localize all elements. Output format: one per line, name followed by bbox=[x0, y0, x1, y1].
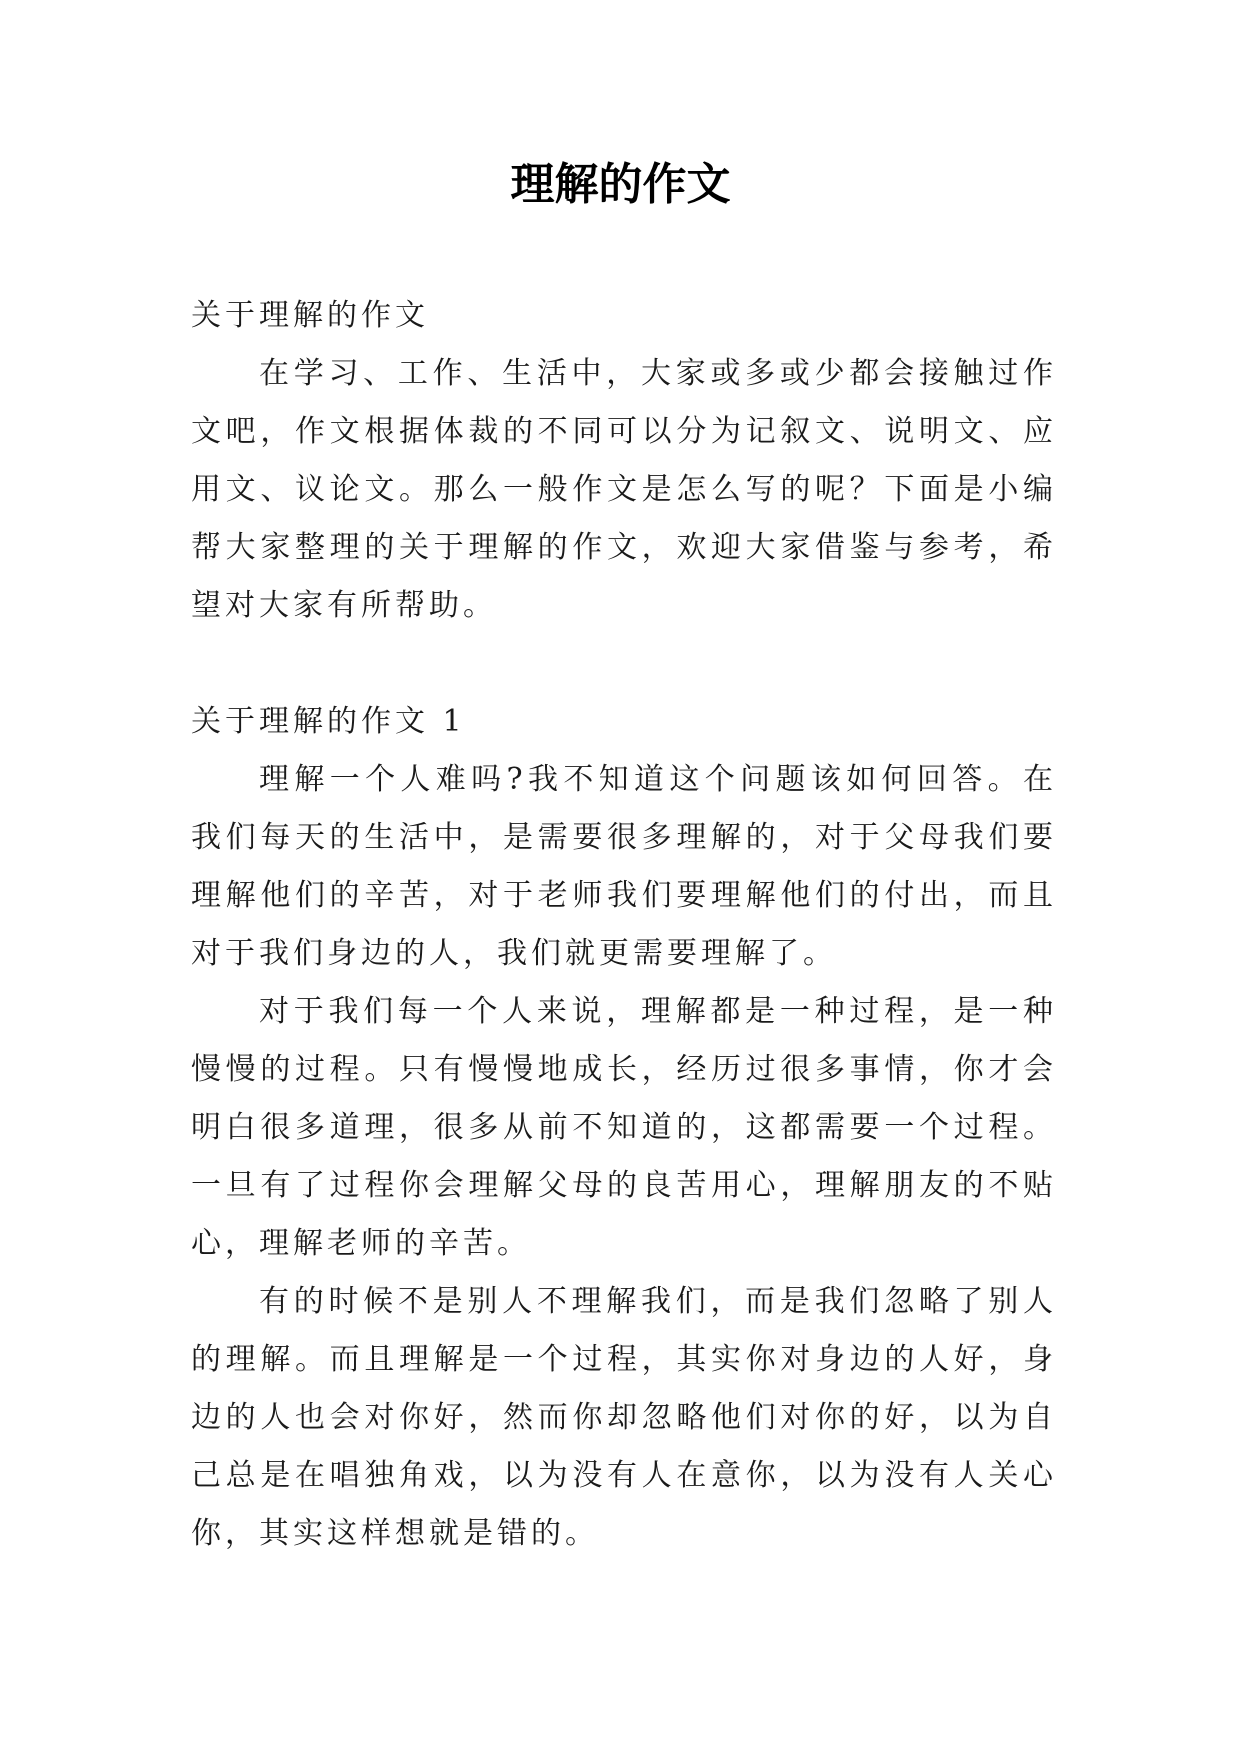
essay-1-heading: 关于理解的作文 1 bbox=[191, 704, 466, 739]
document-body bbox=[191, 287, 1057, 1563]
essay-1-paragraph-3: 有的时候不是别人不理解我们，而是我们忽略了别人的理解。而且理解是一个过程，其实你对身边的人好，身边的人也会对你好，然而你却忽略他们对你的好，以为自己总是在唱独角戏，以为没有人在意你，以为没有人关心你，其实这样想就是错的。 bbox=[191, 1284, 1057, 1551]
section-spacer bbox=[191, 635, 1057, 693]
document-title: 理解的作文 bbox=[510, 159, 731, 210]
essay-1-paragraph-2: 对于我们每一个人来说，理解都是一种过程，是一种慢慢的过程。只有慢慢地成长，经历过很多事情，你才会明白很多道理，很多从前不知道的，这都需要一个过程。一旦有了过程你会理解父母的良苦用心，理解朋友的不贴心，理解老师的辛苦。 bbox=[191, 994, 1057, 1261]
intro-heading: 关于理解的作文 bbox=[191, 298, 429, 333]
essay-1-paragraph-1: 理解一个人难吗?我不知道这个问题该如何回答。在我们每天的生活中，是需要很多理解的，对于父母我们要理解他们的辛苦，对于老师我们要理解他们的付出，而且对于我们身边的人，我们就更需要理解了。 bbox=[191, 762, 1057, 971]
intro-paragraph: 在学习、工作、生活中，大家或多或少都会接触过作文吧，作文根据体裁的不同可以分为记叙文、说明文、应用文、议论文。那么一般作文是怎么写的呢？下面是小编帮大家整理的关于理解的作文，欢迎大家借鉴与参考，希望对大家有所帮助。 bbox=[191, 356, 1057, 623]
